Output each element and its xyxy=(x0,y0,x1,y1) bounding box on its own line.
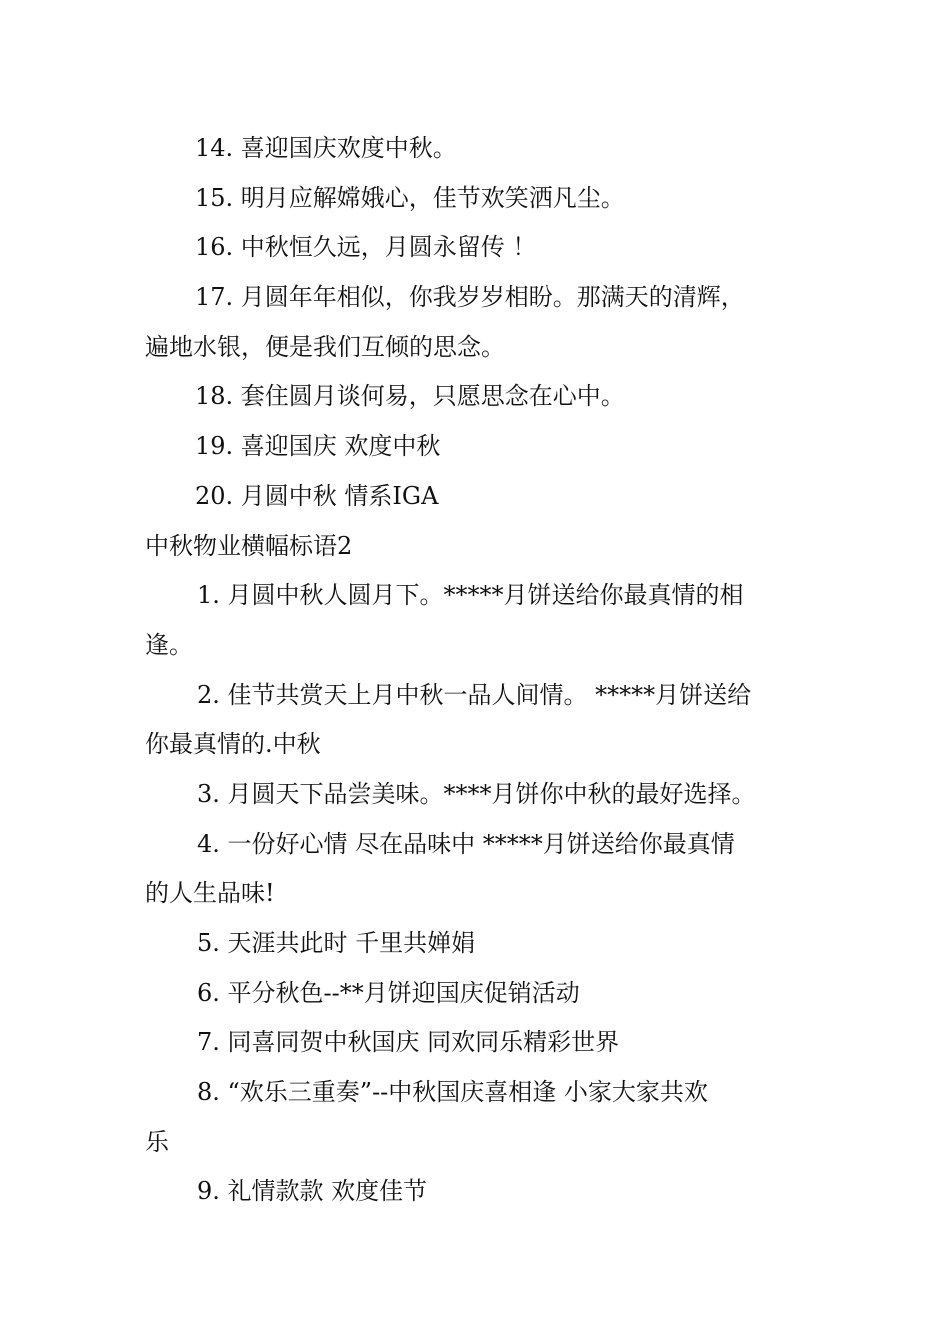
slogan-line: 17. 月圆年年相似，你我岁岁相盼。那满天的清辉， xyxy=(195,283,745,312)
slogan-line: 7. 同喜同贺中秋国庆 同欢同乐精彩世界 xyxy=(197,1028,620,1057)
slogan-line: 6. 平分秋色--**月饼迎国庆促销活动 xyxy=(197,978,580,1007)
slogan-line: 8. “欢乐三重奏”--中秋国庆喜相逢 小家大家共欢 xyxy=(197,1078,708,1107)
slogan-line: 9. 礼情款款 欢度佳节 xyxy=(197,1177,428,1206)
slogan-line: 18. 套住圆月谈何易，只愿思念在心中。 xyxy=(195,382,625,411)
slogan-line: 1. 月圆中秋人圆月下。*****月饼送给你最真情的相 xyxy=(197,581,744,610)
slogan-line-continuation: 的人生品味! xyxy=(145,879,275,908)
slogan-line: 15. 明月应解嫦娥心，佳节欢笑洒凡尘。 xyxy=(195,183,625,212)
slogan-line: 16. 中秋恒久远，月圆永留传 ！ xyxy=(195,233,537,262)
slogan-line: 19. 喜迎国庆 欢度中秋 xyxy=(195,432,441,461)
slogan-line-continuation: 乐 xyxy=(145,1127,169,1156)
slogan-line: 5. 天涯共此时 千里共婵娟 xyxy=(197,929,476,957)
slogan-line-continuation: 逢。 xyxy=(145,630,193,659)
slogan-line: 4. 一份好心情 尽在品味中 *****月饼送给你最真情 xyxy=(197,829,735,858)
slogan-line: 2. 佳节共赏天上月中秋一品人间情。 *****月饼送给 xyxy=(197,680,752,709)
slogan-line-continuation: 你最真情的.中秋 xyxy=(145,730,321,759)
slogan-line: 20. 月圆中秋 情系IGA xyxy=(195,481,439,510)
slogan-line-continuation: 遍地水银，便是我们互倾的思念。 xyxy=(145,332,505,361)
slogan-line: 3. 月圆天下品尝美味。****月饼你中秋的最好选择。 xyxy=(197,779,756,808)
document-body xyxy=(145,124,810,1217)
slogan-line: 14. 喜迎国庆欢度中秋。 xyxy=(195,134,457,162)
section-heading: 中秋物业横幅标语2 xyxy=(145,531,353,560)
